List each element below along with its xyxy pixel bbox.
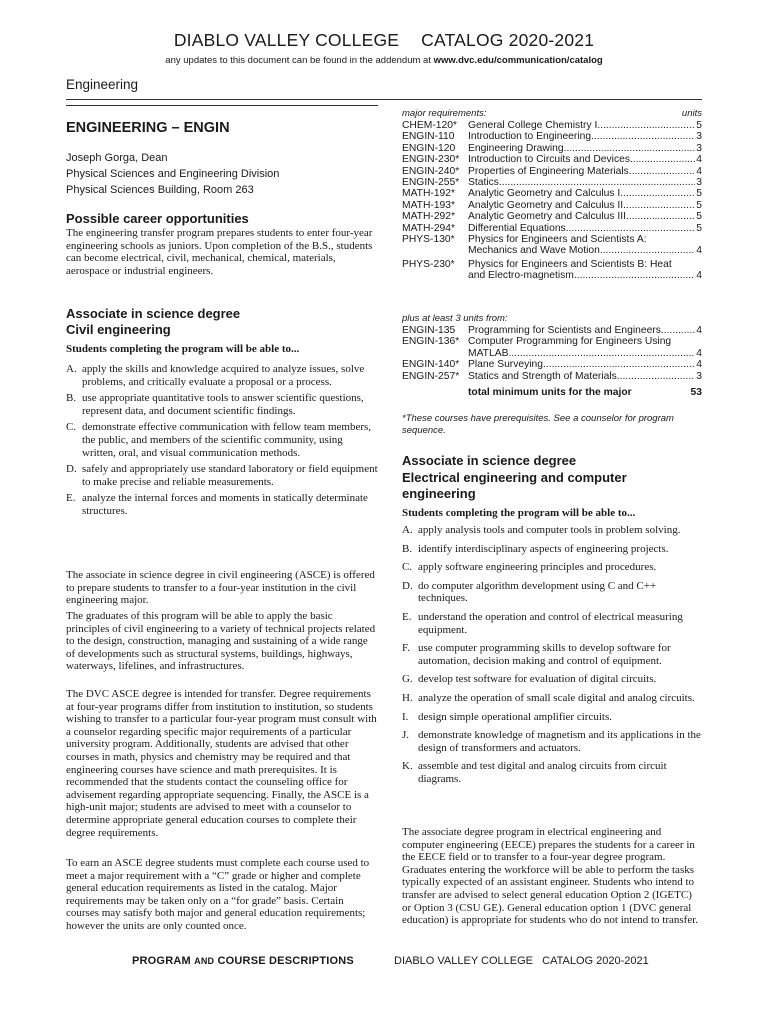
elective-label: plus at least 3 units from: bbox=[402, 313, 508, 324]
degree-heading-line: Associate in science degree bbox=[402, 453, 577, 468]
career-heading: Possible career opportunities bbox=[66, 211, 249, 226]
catalog-header-title bbox=[0, 30, 768, 51]
list-item: E. understand the operation and control of electrical measuring equipment. bbox=[402, 610, 683, 636]
catalog-year: CATALOG 2020-2021 bbox=[421, 30, 595, 50]
division-name: Physical Sciences and Engineering Division bbox=[66, 168, 280, 180]
table-row: Mechanics and Wave Motion ..... 4 bbox=[402, 245, 702, 256]
table-row: and Electro-magnetism ..... 4 bbox=[402, 270, 702, 281]
list-item: A. apply analysis tools and computer tools in problem solving. bbox=[402, 524, 681, 536]
footer-program-label: PROGRAM AND COURSE DESCRIPTIONS bbox=[132, 955, 354, 967]
list-item: E. analyze the internal forces and moments in statically determinate structures. bbox=[66, 492, 368, 517]
civil-para-2: The graduates of this program will be able to apply the basic principles of civil engineering to a variety of technical projects related to the design, construction, managing and sustaining of a wide range of developments such as structural systems, buildings, highways, waterways, lifelines, and infrastructures. bbox=[66, 610, 376, 673]
career-text: The engineering transfer program prepares students to enter four-year engineering schools as juniors. Upon completion of the B.S., students can become electrical, civil, mechanical, chemical, materials, aerospace or industrial engineers. bbox=[66, 227, 373, 277]
list-item: D. do computer algorithm development using C and C++ techniques. bbox=[402, 579, 657, 605]
prerequisite-note: *These courses have prerequisites. See a counselor for program sequence. bbox=[402, 413, 674, 436]
table-row: ENGIN-140* Plane Surveying ..... 4 bbox=[402, 359, 702, 370]
table-row: MATH-292* Analytic Geometry and Calculus III ..... 5 bbox=[402, 211, 702, 222]
list-item: G. develop test software for evaluation of digital circuits. bbox=[402, 673, 657, 686]
table-row: ENGIN-230* Introduction to Circuits and Devices ..... 4 bbox=[402, 154, 702, 165]
civil-degree-heading bbox=[66, 306, 240, 338]
table-row: MATH-294* Differential Equations ..... 5 bbox=[402, 223, 702, 234]
requirements-label: major requirements: bbox=[402, 108, 487, 119]
table-row: MATH-193* Analytic Geometry and Calculus II ..... 5 bbox=[402, 200, 702, 211]
table-row: ENGIN-255* Statics ..... 3 bbox=[402, 177, 702, 188]
addendum-note bbox=[0, 55, 768, 66]
table-row: ENGIN-120 Engineering Drawing ..... 3 bbox=[402, 143, 702, 154]
degree-heading-line: Electrical engineering and computer bbox=[402, 469, 627, 485]
list-item: I. design simple operational amplifier circuits. bbox=[402, 710, 612, 723]
header-divider bbox=[66, 99, 702, 100]
table-row: ENGIN-110 Introduction to Engineering ..... 3 bbox=[402, 131, 702, 142]
addendum-prefix: any updates to this document can be found in the addendum at bbox=[165, 55, 434, 66]
column-divider bbox=[66, 105, 378, 106]
eece-para: The associate degree program in electrical engineering and computer engineering (EECE) prepares the students for a career in the EECE field or to transfer to a four-year degree program. Graduates entering the workforce will be able to perform the tasks typically expected of an assistant engineer. Students who intend to transfer are advised to select general education Option 2 (IGETC) or Option 3 (CSU GE). General education option 1 (DVC general education) is appropriate for students who do not intend to transfer. bbox=[402, 826, 699, 927]
table-row: MATH-192* Analytic Geometry and Calculus I ..... 5 bbox=[402, 188, 702, 199]
table-row: MATLAB ..... 4 bbox=[402, 348, 702, 359]
table-row: PHYS-230* Physics for Engineers and Scientists B: Heat bbox=[402, 258, 672, 270]
list-item: F. use computer programming skills to develop software for automation, decision making and control of equipment. bbox=[402, 642, 671, 667]
list-item: A. apply the skills and knowledge acquired to analyze issues, solve problems, and critically evaluate a proposal or a process. bbox=[66, 363, 365, 388]
eece-outcomes-list bbox=[402, 524, 702, 792]
total-row: total minimum units for the major 53 bbox=[468, 387, 702, 399]
addendum-link[interactable]: www.dvc.edu/communication/catalog bbox=[433, 55, 603, 66]
list-item: C. apply software engineering principles and procedures. bbox=[402, 561, 657, 574]
list-item: C. demonstrate effective communication with fellow team members, the public, and members of the scientific community, using written, oral, and visual communication methods. bbox=[66, 421, 372, 459]
civil-para-1: The associate in science degree in civil engineering (ASCE) is offered to prepare students to transfer to a four-year institution in the civil engineering major. bbox=[66, 569, 375, 607]
requirements-header bbox=[402, 108, 702, 119]
elective-list bbox=[402, 325, 702, 398]
degree-heading-line: engineering bbox=[402, 486, 476, 501]
building-room: Physical Sciences Building, Room 263 bbox=[66, 184, 254, 196]
table-row: PHYS-130* Physics for Engineers and Scientists A: bbox=[402, 234, 647, 246]
list-item: B. use appropriate quantitative tools to answer scientific questions, represent data, and document scientific findings. bbox=[66, 392, 364, 417]
section-label: Engineering bbox=[66, 77, 139, 92]
college-name: DIABLO VALLEY COLLEGE bbox=[173, 30, 400, 50]
table-row: CHEM-120* General College Chemistry I ..... 5 bbox=[402, 120, 702, 131]
civil-para-4: To earn an ASCE degree students must complete each course used to meet a major requirement with a “C” grade or higher and complete general education requirements as listed in the catalog. Major requirements may be taken only on a “for grade” basis. Certain courses may satisfy both major and general education requirements; however the units are only counted once. bbox=[66, 857, 370, 932]
table-row: ENGIN-136* Computer Programming for Engineers Using bbox=[402, 336, 672, 348]
outcomes-lead: Students completing the program will be able to... bbox=[402, 507, 636, 519]
list-item: D. safely and appropriately use standard laboratory or field equipment to make precise and reliable measurements. bbox=[66, 463, 378, 488]
degree-heading-line: Associate in science degree bbox=[66, 306, 241, 321]
footer-college-label: DIABLO VALLEY COLLEGE CATALOG 2020-2021 bbox=[394, 955, 649, 967]
degree-heading-line: Civil engineering bbox=[66, 322, 171, 337]
dean-name: Joseph Gorga, Dean bbox=[66, 152, 168, 164]
major-requirements-list bbox=[402, 120, 702, 282]
list-item: K. assemble and test digital and analog circuits from circuit diagrams. bbox=[402, 760, 667, 785]
list-item: J. demonstrate knowledge of magnetism and its applications in the design of transformers and actuators. bbox=[402, 729, 701, 754]
table-row: ENGIN-135 Programming for Scientists and Engineers ..... 4 bbox=[402, 325, 702, 336]
outcomes-lead: Students completing the program will be able to... bbox=[66, 343, 300, 355]
page-title: ENGINEERING – ENGIN bbox=[66, 120, 230, 136]
civil-para-3: The DVC ASCE degree is intended for transfer. Degree requirements at four-year programs differ from institution to institution, so students wishing to transfer to a particular four-year program must consult with a counselor regarding specific major requirements of a particular university program. Additionally, students are advised that other courses in math, physics and chemistry may be required and that engineering courses have science and math prerequisites. It is recommended that the students contact the counseling office for advisement regarding appropriate sequencing. Finally, the ASCE is a high-unit major; students are advised to meet with a counselor to determine appropriate general education courses to complete their degree requirements. bbox=[66, 688, 377, 839]
list-item: H. analyze the operation of small scale digital and analog circuits. bbox=[402, 691, 695, 704]
table-row: ENGIN-257* Statics and Strength of Materials ..... 3 bbox=[402, 371, 702, 382]
units-label: units bbox=[681, 108, 702, 119]
civil-outcomes-list bbox=[66, 363, 378, 522]
table-row: ENGIN-240* Properties of Engineering Materials ..... 4 bbox=[402, 166, 702, 177]
eece-degree-heading bbox=[402, 453, 627, 503]
list-item: B. identify interdisciplinary aspects of engineering projects. bbox=[402, 542, 669, 555]
